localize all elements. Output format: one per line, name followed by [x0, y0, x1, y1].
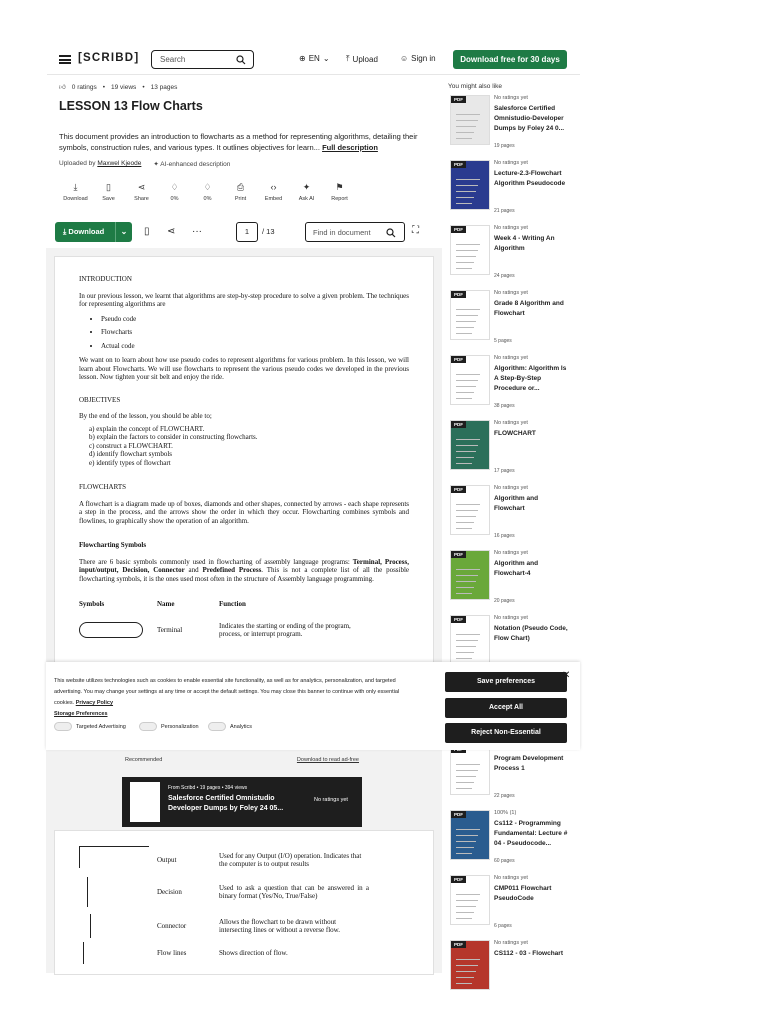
- document-page-2: [54, 830, 434, 975]
- pdf-badge-icon: PDF: [451, 876, 466, 883]
- symbols-paragraph: [79, 558, 409, 584]
- toggle-targeted-advertising[interactable]: [54, 722, 126, 731]
- action-label: Report: [331, 196, 348, 202]
- share-icon[interactable]: ⋖: [167, 226, 176, 237]
- sidebar-title: FLOWCHART: [494, 430, 536, 437]
- table-row: [79, 847, 409, 873]
- fullscreen-icon[interactable]: ⛶: [412, 225, 419, 236]
- list-item: e) identify types of flowchart: [89, 458, 171, 467]
- storage-preferences-link[interactable]: Storage Preferences: [54, 711, 108, 717]
- pdf-badge-icon: PDF: [451, 96, 466, 103]
- thumbnail-line: [456, 510, 478, 511]
- thumbnail-line: [456, 374, 480, 375]
- download-icon: ⤓: [63, 227, 67, 236]
- sidebar-pages: 19 pages: [494, 143, 515, 149]
- pdf-badge-icon: PDF: [451, 226, 466, 233]
- heading-symbols: Flowcharting Symbols: [79, 541, 147, 549]
- sidebar-thumbnail: [450, 615, 490, 665]
- action-embed[interactable]: [257, 182, 290, 202]
- pdf-badge-icon: PDF: [451, 356, 466, 363]
- thumbnail-line: [456, 203, 472, 204]
- chevron-down-icon: ⌄: [322, 54, 330, 63]
- thumbnail-line: [456, 770, 478, 771]
- symbol-name: Flow lines: [157, 948, 187, 957]
- page-number-input[interactable]: 1: [236, 222, 258, 242]
- thumbnail-line: [456, 640, 478, 641]
- download-icon: ⤓: [73, 182, 78, 192]
- sidebar-title: Week 4 - Writing An Algorithm: [494, 235, 555, 252]
- thumbnail-line: [456, 256, 476, 257]
- upload-icon: ⤒: [346, 54, 350, 63]
- sidebar-rating: No ratings yet: [494, 485, 528, 491]
- thumbs-up-icon: ♢: [170, 182, 179, 192]
- pdf-badge-icon: PDF: [451, 486, 466, 493]
- thumbs-down-icon: ♢: [203, 182, 212, 192]
- upload-label: Upload: [352, 54, 378, 64]
- recommended-card[interactable]: [122, 777, 362, 827]
- ad-free-link[interactable]: Download to read ad-free: [296, 757, 359, 763]
- thumbnail-line: [456, 847, 474, 848]
- sidebar-pages: 6 pages: [494, 923, 512, 929]
- pdf-badge-icon: PDF: [451, 811, 466, 818]
- doc-title: LESSON 13 Flow Charts: [59, 99, 203, 113]
- thumbnail-line: [456, 138, 472, 139]
- action-print[interactable]: [224, 182, 257, 202]
- symbol-function: Indicates the starting or ending of the program, process, or interrupt program.: [219, 621, 351, 638]
- action-label: 0%: [170, 196, 179, 202]
- document-page-1: [54, 256, 434, 666]
- globe-icon: ⊕: [299, 54, 306, 63]
- symbol-name: Connector: [157, 921, 187, 930]
- action-share[interactable]: [125, 182, 158, 202]
- sidebar-item[interactable]: [448, 550, 578, 610]
- document-toolbar: [55, 222, 419, 242]
- thumbnail-line: [456, 906, 476, 907]
- thumbnail-line: [456, 120, 478, 121]
- uploader-info: [59, 160, 230, 168]
- find-in-document-input[interactable]: [305, 222, 405, 242]
- thumbnail-line: [456, 522, 474, 523]
- sidebar-item[interactable]: [448, 420, 578, 480]
- thumbnail-line: [456, 646, 476, 647]
- language-selector[interactable]: [299, 54, 330, 63]
- sidebar-thumbnail: [450, 550, 490, 600]
- thumbnail-line: [456, 977, 474, 978]
- language-label: EN: [308, 54, 320, 63]
- toggle-personalization[interactable]: [139, 722, 199, 731]
- sidebar-rating: No ratings yet: [494, 95, 528, 101]
- find-placeholder: Find in document: [313, 228, 371, 237]
- accept-all-button[interactable]: Accept All: [445, 698, 567, 718]
- sidebar-item[interactable]: [448, 95, 578, 155]
- column-header: Symbols: [79, 599, 105, 608]
- sidebar-title: Cs112 - Programming Fundamental: Lecture # 04 - Pseudocode...: [494, 820, 568, 847]
- symbol-function: Shows direction of flow.: [219, 948, 288, 957]
- embed-icon: ‹›: [270, 182, 277, 192]
- thumbnail-line: [456, 114, 480, 115]
- thumbnail-line: [456, 244, 480, 245]
- action-label: 0%: [203, 196, 212, 202]
- sidebar-pages: 20 pages: [494, 598, 515, 604]
- full-description-link[interactable]: Full description: [322, 143, 378, 152]
- thumbnail-line: [456, 776, 476, 777]
- objectives-intro: By the end of the lesson, you should be able to;: [79, 412, 212, 420]
- recommended-rating: No ratings yet: [314, 797, 348, 803]
- sidebar-pages: 21 pages: [494, 208, 515, 214]
- symbol-name: Output: [157, 855, 177, 864]
- sidebar-pages: 5 pages: [494, 338, 512, 344]
- sidebar-pages: 38 pages: [494, 403, 515, 409]
- sidebar-pages: 60 pages: [494, 858, 515, 864]
- document-viewer[interactable]: [46, 248, 442, 973]
- toggle-switch[interactable]: [139, 722, 157, 731]
- top-header: [47, 44, 580, 75]
- thumbnail-line: [456, 504, 480, 505]
- thumbnail-line: [456, 959, 480, 960]
- symbol-function: Used to ask a question that can be answered in a binary format (Yes/No, True/False): [219, 883, 369, 900]
- sidebar-pages: 22 pages: [494, 793, 515, 799]
- text-run: . This is not a complete list of all the possible flowcharting symbols, it is the ones used most often in the structure of Assembly language programming.: [79, 566, 410, 583]
- page-total: / 13: [262, 227, 275, 236]
- thumbnail-line: [456, 386, 476, 387]
- list-item: • Flowcharts: [101, 328, 409, 337]
- heading-objectives: OBJECTIVES: [79, 395, 121, 404]
- pdf-badge-icon: PDF: [451, 551, 466, 558]
- symbol-function: Used for any Output (I/O) operation. Indicates that the computer is to output results: [219, 851, 362, 868]
- recommended-thumbnail: [130, 782, 160, 822]
- thumbnail-line: [456, 463, 472, 464]
- thumbnail-line: [456, 983, 472, 984]
- thumbnail-line: [456, 965, 478, 966]
- download-label: Download: [68, 227, 105, 236]
- list-item: • Pseudo code: [101, 315, 409, 324]
- symbol-function: Allows the flowchart to be drawn without intersecting lines or without a reverse flow.: [219, 917, 341, 934]
- sidebar-rating: No ratings yet: [494, 875, 528, 881]
- doc-meta: 👍︎ 0 ratings • 19 views • 13 pages: [59, 83, 178, 91]
- thumbnail-line: [456, 197, 474, 198]
- thumbnail-line: [456, 587, 474, 588]
- output-symbol: [79, 852, 157, 868]
- thumbnail-line: [456, 853, 472, 854]
- thumbnail-line: [456, 268, 472, 269]
- toggle-label: Personalization: [161, 723, 199, 730]
- thumbnail-line: [456, 392, 474, 393]
- flow-line-symbol: [79, 942, 157, 964]
- hamburger-menu-icon[interactable]: [59, 55, 71, 64]
- download-options-chevron-icon[interactable]: ⌄: [115, 222, 132, 242]
- toggle-switch[interactable]: [208, 722, 226, 731]
- download-free-button[interactable]: Download free for 30 days: [453, 50, 567, 69]
- sidebar-rating: No ratings yet: [494, 615, 528, 621]
- doc-description: [59, 131, 437, 153]
- sidebar-title: Grade 8 Algorithm and Flowchart: [494, 300, 564, 317]
- sidebar-thumbnail: [450, 810, 490, 860]
- thumbnail-line: [456, 451, 476, 452]
- description-text: This document provides an introduction to flowcharts as a method for representing algorithms, detailing their symbols, construction rules, and various types. It outlines objectives for learn...: [59, 132, 418, 152]
- thumbnail-line: [456, 309, 480, 310]
- thumbnail-line: [456, 593, 472, 594]
- pdf-badge-icon: PDF: [451, 291, 466, 298]
- sidebar-item[interactable]: [448, 940, 578, 1000]
- thumbnail-line: [456, 912, 474, 913]
- sidebar-title: Salesforce Certified Omnistudio-Developer Dumps by Foley 24 0...: [494, 105, 565, 132]
- action-label: Embed: [264, 196, 283, 202]
- thumbnail-line: [456, 185, 478, 186]
- download-button[interactable]: [55, 222, 132, 242]
- thumbnail-line: [456, 445, 478, 446]
- sidebar-rating: No ratings yet: [494, 420, 528, 426]
- thumbnail-line: [456, 126, 476, 127]
- thumbnail-line: [456, 457, 474, 458]
- user-icon: ☺: [400, 54, 409, 63]
- views-count: 19 views: [111, 83, 137, 91]
- lesson-paragraph: We want on to learn about how use pseudo codes to represent algorithms for various problem. In this lesson, we will learn about Flowcharts. We will use flowcharts to represent the various pseudo codes we developed in the previous lesson. Now tighten your sit belt and enjoy the ride.: [79, 356, 409, 381]
- toggle-label: Targeted Advertising: [76, 723, 126, 730]
- sidebar-item[interactable]: [448, 810, 578, 870]
- thumbnail-line: [456, 788, 472, 789]
- text-run: There are 6 basic symbols commonly used in flowcharting of assembly language programs:: [79, 557, 353, 566]
- sidebar-thumbnail: [450, 95, 490, 145]
- sidebar-thumbnail: [450, 485, 490, 535]
- list-item: a) explain the concept of FLOWCHART.: [89, 424, 205, 433]
- list-item: c) construct a FLOWCHART.: [89, 441, 173, 450]
- action-label: Share: [134, 196, 149, 202]
- table-row: [79, 911, 409, 941]
- symbols-table: [79, 593, 409, 645]
- sidebar-item[interactable]: [448, 875, 578, 935]
- thumbnail-line: [456, 333, 472, 334]
- pages-count: 13 pages: [150, 83, 178, 91]
- cookie-message: This website utilizes technologies such as cookies to enable essential site functionality, as well as for analytics, personalization, and targeted advertising. You may change your settings at any time or accept the default settings. You may close this banner to continue with only essential cookies.: [54, 678, 400, 706]
- sidebar-title: CS112 - 03 - Flowchart: [494, 950, 563, 957]
- table-row: [79, 615, 409, 645]
- toggle-switch[interactable]: [54, 722, 72, 731]
- sidebar-pages: 16 pages: [494, 533, 515, 539]
- search-input[interactable]: [151, 50, 254, 69]
- sidebar-rating: No ratings yet: [494, 290, 528, 296]
- thumbnail-line: [456, 634, 480, 635]
- thumbnail-line: [456, 971, 476, 972]
- thumbnail-line: [456, 380, 478, 381]
- cookie-banner: [46, 662, 580, 750]
- table-row: [79, 941, 409, 965]
- sidebar-pages: 24 pages: [494, 273, 515, 279]
- connector-symbol: [79, 914, 157, 938]
- action-bar: [59, 182, 356, 202]
- bookmark-icon: ▯: [106, 182, 111, 192]
- sidebar-thumbnail: [450, 745, 490, 795]
- thumbnail-line: [456, 900, 478, 901]
- thumbnail-line: [456, 782, 474, 783]
- pdf-badge-icon: PDF: [451, 161, 466, 168]
- search-placeholder: Search: [160, 55, 186, 64]
- thumbnail-line: [456, 835, 478, 836]
- thumbnail-line: [456, 575, 478, 576]
- sidebar-heading: You might also like: [448, 83, 502, 90]
- sidebar-thumbnail: [450, 875, 490, 925]
- flowchart-paragraph: A flowchart is a diagram made up of boxes, diamonds and other shapes, connected by arrows - each shape represents a step in the process, and the arrows show the order in which they occur. Flowcharting combines symbols and flowlines, to graphically show the operation of an algorithm.: [79, 499, 409, 525]
- scribd-logo[interactable]: [SCRIBD]: [78, 52, 140, 64]
- recommended-label: Recommended: [125, 757, 163, 763]
- search-icon: [236, 55, 246, 65]
- thumbnail-line: [456, 652, 474, 653]
- thumbnail-line: [456, 398, 472, 399]
- bookmark-icon[interactable]: ▯: [144, 226, 150, 237]
- sidebar-title: CMP011 Flowchart PseudoCode: [494, 885, 552, 902]
- sidebar-rating: No ratings yet: [494, 355, 528, 361]
- thumbnail-line: [456, 179, 480, 180]
- print-icon: ⎙: [236, 182, 245, 192]
- symbol-name: Decision: [157, 887, 182, 896]
- action-report[interactable]: [323, 182, 356, 202]
- recommended-block: [122, 757, 362, 829]
- uploaded-by-label: Uploaded by: [59, 160, 96, 167]
- save-preferences-button[interactable]: Save preferences: [445, 672, 567, 692]
- intro-paragraph: In our previous lesson, we learnt that algorithms are step-by-step procedure to solve a given problem. The techniques for representing algorithms are: [79, 291, 409, 308]
- thumbs-up-icon: 👍︎: [59, 84, 66, 91]
- close-icon[interactable]: ✕: [562, 670, 571, 681]
- sidebar-pages: 17 pages: [494, 468, 515, 474]
- thumbnail-line: [456, 581, 476, 582]
- pdf-badge-icon: PDF: [451, 941, 466, 948]
- sign-in-link[interactable]: [400, 54, 436, 63]
- sidebar-thumbnail: [450, 290, 490, 340]
- sidebar-rating: No ratings yet: [494, 225, 528, 231]
- table-row: [79, 873, 409, 911]
- sidebar-thumbnail: [450, 355, 490, 405]
- thumbnail-line: [456, 439, 480, 440]
- list-item: b) explain the factors to consider in constructing flowcharts.: [89, 433, 258, 441]
- action-like[interactable]: [158, 182, 191, 202]
- column-header: Function: [219, 599, 246, 608]
- thumbnail-line: [456, 315, 478, 316]
- uploader-link[interactable]: Maxwel Kjeode: [97, 160, 142, 167]
- privacy-policy-link[interactable]: Privacy Policy: [75, 700, 114, 706]
- thumbnail-line: [456, 250, 478, 251]
- sidebar-title: Program Development Process 1: [494, 755, 564, 772]
- list-item: • Actual code: [101, 342, 409, 351]
- terminal-symbol: [79, 622, 157, 638]
- reject-non-essential-button[interactable]: Reject Non-Essential: [445, 723, 567, 743]
- sidebar-item[interactable]: [448, 485, 578, 545]
- list-item: d) identify flowchart symbols: [89, 450, 173, 458]
- action-dislike[interactable]: [191, 182, 224, 202]
- thumbnail-line: [456, 658, 472, 659]
- sidebar-item[interactable]: [448, 225, 578, 285]
- share-icon: ⋖: [137, 182, 146, 192]
- sidebar-thumbnail: [450, 940, 490, 990]
- thumbnail-line: [456, 516, 476, 517]
- action-save[interactable]: [92, 182, 125, 202]
- thumbnail-line: [456, 528, 472, 529]
- pdf-badge-icon: PDF: [451, 616, 466, 623]
- sidebar-item[interactable]: [448, 290, 578, 350]
- thumbnail-line: [456, 764, 480, 765]
- text-run: Terminal, Process, input/output, Decision, Connector: [79, 557, 409, 574]
- thumbnail-line: [456, 829, 480, 830]
- column-header: Name: [157, 599, 175, 608]
- sidebar-item[interactable]: [448, 160, 578, 220]
- sidebar-title: Algorithm and Flowchart: [494, 495, 539, 512]
- thumbnail-line: [456, 894, 480, 895]
- action-label: Save: [102, 196, 115, 202]
- thumbnail-line: [456, 321, 476, 322]
- sidebar-thumbnail: [450, 420, 490, 470]
- thumbnail-line: [456, 262, 474, 263]
- sidebar-thumbnail: [450, 160, 490, 210]
- thumbnail-line: [456, 918, 472, 919]
- decision-symbol: [79, 877, 157, 907]
- toggle-label: Analytics: [230, 723, 253, 730]
- action-label: Ask AI: [298, 196, 315, 202]
- sidebar-item[interactable]: [448, 745, 578, 805]
- sidebar-title: Algorithm and Flowchart-4: [494, 560, 539, 577]
- recommended-title: Salesforce Certified Omnistudio Developer Dumps by Foley 24 05...: [168, 795, 284, 812]
- flag-icon: ⚑: [335, 182, 344, 192]
- action-label: Print: [234, 196, 247, 202]
- thumbnail-line: [456, 327, 474, 328]
- ai-description-label: AI-enhanced description: [160, 161, 231, 168]
- thumbnail-line: [456, 569, 480, 570]
- action-download[interactable]: [59, 182, 92, 202]
- pdf-badge-icon: PDF: [451, 421, 466, 428]
- sidebar-title: Lecture-2.3-Flowchart Algorithm Pseudocode: [494, 170, 566, 187]
- sidebar-item[interactable]: [448, 355, 578, 415]
- sign-in-label: Sign in: [411, 54, 436, 63]
- thumbnail-line: [456, 191, 476, 192]
- text-run: Predefined Process: [202, 566, 262, 574]
- action-label: Download: [63, 196, 88, 202]
- sparkle-icon: ✦: [302, 182, 311, 192]
- recommended-meta: From Scribd • 19 pages • 394 views: [168, 785, 248, 791]
- more-options-icon[interactable]: ···: [192, 226, 202, 237]
- action-ask-ai[interactable]: [290, 182, 323, 202]
- sidebar-rating: No ratings yet: [494, 550, 528, 556]
- ratings-count: 0 ratings: [71, 83, 97, 91]
- sparkle-icon: ✦: [153, 161, 159, 168]
- toggle-analytics[interactable]: [208, 722, 252, 731]
- heading-flowcharts: FLOWCHARTS: [79, 483, 127, 491]
- symbol-name: Terminal: [157, 625, 183, 634]
- sidebar-rating: No ratings yet: [494, 160, 528, 166]
- thumbnail-line: [456, 132, 474, 133]
- sidebar-rating: No ratings yet: [494, 940, 528, 946]
- upload-link[interactable]: [346, 54, 378, 64]
- search-icon: [386, 228, 396, 238]
- sidebar-title: Notation (Pseudo Code, Flow Chart): [494, 625, 568, 642]
- sidebar-thumbnail: [450, 225, 490, 275]
- sidebar-rating: 100% (1): [494, 810, 517, 816]
- technique-list: [101, 315, 409, 351]
- objectives-list: [89, 425, 409, 468]
- cookie-text: [54, 676, 419, 720]
- text-run: and: [184, 566, 203, 574]
- thumbnail-line: [456, 841, 476, 842]
- heading-introduction: INTRODUCTION: [79, 275, 132, 283]
- sidebar-title: Algorithm: Algorithm Is A Step-By-Step Procedure or...: [494, 365, 567, 392]
